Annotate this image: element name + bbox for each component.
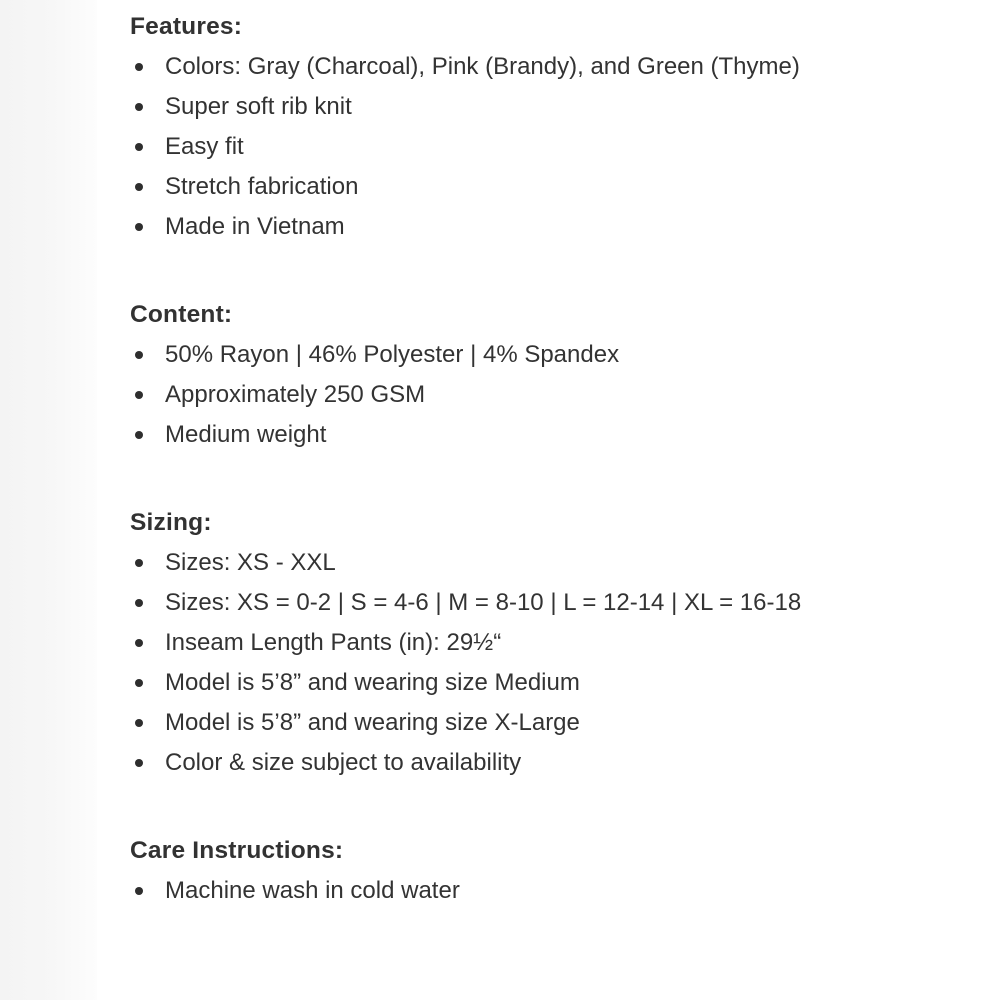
section-heading: Sizing: bbox=[130, 509, 212, 536]
section-heading: Features: bbox=[130, 13, 243, 40]
list-item: Colors: Gray (Charcoal), Pink (Brandy), and Green (Thyme) bbox=[130, 47, 877, 87]
list-item: Color & size subject to availability bbox=[130, 743, 877, 783]
page-left-gutter bbox=[0, 0, 97, 1000]
list-item: Model is 5’8” and wearing size Medium bbox=[130, 663, 877, 703]
section-heading: Care Instructions: bbox=[130, 837, 344, 864]
section-bullet-list bbox=[130, 335, 877, 455]
list-item: Easy fit bbox=[130, 127, 877, 167]
section-bullet-list bbox=[130, 47, 877, 247]
description-section bbox=[130, 831, 877, 911]
description-section bbox=[130, 295, 877, 455]
list-item: Sizes: XS = 0-2 | S = 4-6 | M = 8-10 | L = 12-14 | XL = 16-18 bbox=[130, 583, 877, 623]
list-item: Machine wash in cold water bbox=[130, 871, 877, 911]
list-item: Medium weight bbox=[130, 415, 877, 455]
list-item: Model is 5’8” and wearing size X-Large bbox=[130, 703, 877, 743]
list-item: Approximately 250 GSM bbox=[130, 375, 877, 415]
description-section bbox=[130, 7, 877, 247]
list-item: Made in Vietnam bbox=[130, 207, 877, 247]
list-item: Sizes: XS - XXL bbox=[130, 543, 877, 583]
list-item: Super soft rib knit bbox=[130, 87, 877, 127]
section-bullet-list bbox=[130, 543, 877, 783]
section-heading: Content: bbox=[130, 301, 233, 328]
section-bullet-list bbox=[130, 871, 877, 911]
product-description bbox=[130, 7, 877, 911]
list-item: Stretch fabrication bbox=[130, 167, 877, 207]
description-section bbox=[130, 503, 877, 783]
list-item: 50% Rayon | 46% Polyester | 4% Spandex bbox=[130, 335, 877, 375]
list-item: Inseam Length Pants (in): 29½“ bbox=[130, 623, 877, 663]
